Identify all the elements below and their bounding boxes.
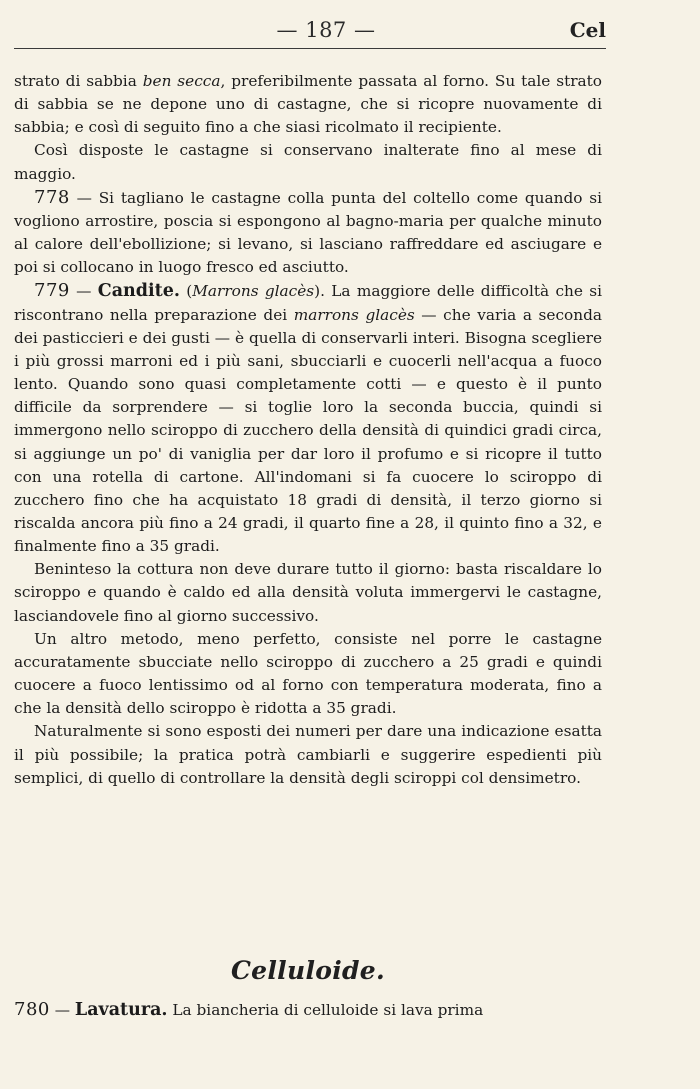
entry-number: 780 xyxy=(14,999,50,1020)
page-header xyxy=(14,18,606,48)
italic-text: Marrons glacès xyxy=(192,282,315,301)
entry-number: 779 xyxy=(34,280,70,302)
paragraph-continuation: strato di sabbia ben secca, preferibilmente passata al forno. Su tale strato di sabbia se ne depone uno di castagne, che si ricopre nuovamente di sabbia; e così di seguito fino a che siasi ricolmato il recipiente. xyxy=(14,72,603,137)
italic-text: marrons glacès xyxy=(293,305,415,324)
page-number: — 187 — xyxy=(276,18,376,42)
entry-779: 779 — Candite. (Marrons glacès). La maggiore delle difficoltà che si riscontrano nella preparazione dei marrons glacès — che varia a seconda dei pasticcieri e dei gusti — è quella di conservarli interi. Bisogna scegliere i più grossi marroni ed i più sani, sbucciarli e cuocerli nell'acqua a fuoco lento. Quando sono quasi completamente cotti — e questo è il punto difficile da sorprendere — si toglie loro la seconda buccia, quindi si immergono nello sciroppo di zucchero della densità di quindici gradi circa, si aggiunge un po' di vaniglia per dar loro il profumo e si ricopre il tutto con una rotella di cartone. All'indomani si fa cuocere lo sciroppo di zucchero fino che ha acquistato 18 gradi di densità, il terzo giorno si riscalda ancora più fino a 24 gradi, il quarto fine a 28, il quinto fino a 32, e finalmente fino a 35 gradi. xyxy=(14,280,602,556)
italic-text: ben secca xyxy=(142,72,221,90)
section-heading: Celluloide. xyxy=(230,956,386,985)
entry-number: 778 xyxy=(34,186,70,208)
entry-778: 778 — Si tagliano le castagne colla punta del coltello come quando si vogliono arrostire, poscia si espongono al bagno-maria per qualche minuto al calore dell'ebollizione; si levano, si lasciano raffreddare ed asciugare e poi si collocano in luogo fresco ed asciutto. xyxy=(14,186,602,277)
header-rule xyxy=(14,48,606,49)
page-body xyxy=(14,70,602,790)
paragraph: Così disposte le castagne si conservano inalterate fino al mese di maggio. xyxy=(14,141,602,183)
running-head: Cel xyxy=(569,18,606,42)
paragraph: Naturalmente si sono esposti dei numeri per dare una indicazione esatta il più possibile; la pratica potrà cambiarli e suggerire espedienti più semplici, di quello di controllare la densità degli sciroppi col densimetro. xyxy=(14,722,602,787)
entry-title: Candite. xyxy=(97,281,180,302)
paragraph: Beninteso la cottura non deve durare tutto il giorno: basta riscaldare lo sciroppo e quando è caldo ed alla densità voluta immergervi le castagne, lasciandovele fino al giorno successivo. xyxy=(14,560,602,625)
entry-780: 780 — Lavatura. La biancheria di celluloide si lava prima xyxy=(14,999,484,1020)
paragraph: Un altro metodo, meno perfetto, consiste nel porre le castagne accuratamente sbucciate nello sciroppo di zucchero a 25 gradi e quindi cuocere a fuoco lentissimo od al forno con temperatura moderata, fino a che la densità dello sciroppo è ridotta a 35 gradi. xyxy=(14,629,602,718)
entry-title: Lavatura. xyxy=(74,1000,168,1020)
